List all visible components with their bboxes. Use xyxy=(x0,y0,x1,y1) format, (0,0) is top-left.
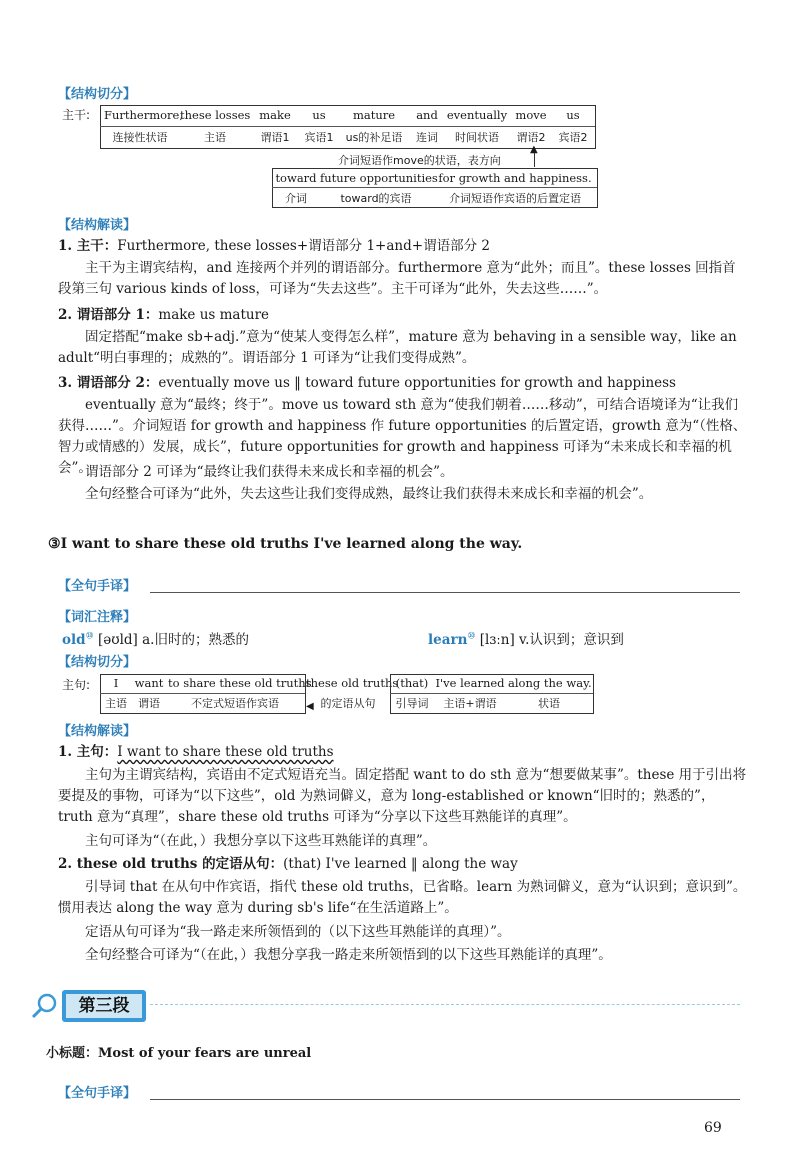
s1-word: and xyxy=(416,108,438,122)
s2-role: 主语 xyxy=(105,697,127,710)
s1-sub-word: toward xyxy=(275,171,317,185)
s2-para-1: 主句为主谓宾结构，宾语由不定式短语充当。固定搭配 want to do sth 意为“想要做某事”。these 用于引出将要提及的事物，可译为“以下这些”，old 为熟词僻义，意为 long-established or known“旧时的；熟悉的”，truth 意为“真理”，share these old truths 可译为“分享以下这些耳熟能详的真理”。 xyxy=(58,767,747,825)
s1-heading-1: 1. 主干：Furthermore, these losses+谓语部分 1+and+谓语部分 2 xyxy=(58,238,490,254)
section-title: 第三段 xyxy=(66,994,142,1018)
translation-line-2[interactable] xyxy=(150,1099,740,1100)
vocab-learn: learn⑩ [lɜːn] v.认识到；意识到 xyxy=(428,631,624,648)
s1-sub-word: for growth and happiness. xyxy=(438,171,592,185)
tag-full-translation-2: 【全句手译】 xyxy=(58,1086,137,1101)
s1-role: 谓语1 xyxy=(260,131,290,144)
tag-structure-split: 【结构切分】 xyxy=(58,87,137,102)
s2-word: (that) xyxy=(395,676,429,690)
s2-role: 不定式短语作宾语 xyxy=(191,697,279,710)
s2-role: 的定语从句 xyxy=(320,697,376,710)
s1-sub-role: toward的宾语 xyxy=(340,192,412,205)
s2-role: 谓语 xyxy=(138,697,160,710)
s1-word: us xyxy=(566,108,580,122)
section-divider xyxy=(150,1004,740,1006)
arrow-up-icon: ▲ xyxy=(530,144,538,155)
s2-heading-1: 1. 主句：I want to share these old truths xyxy=(58,744,334,760)
s2-role: 主语+谓语 xyxy=(443,697,497,710)
s2-word: I xyxy=(113,676,119,690)
s2-word: these old truths xyxy=(306,676,399,690)
s2-heading-2: 2. these old truths 的定语从句：(that) I've learned ‖ along the way xyxy=(58,856,518,872)
tag-full-translation: 【全句手译】 xyxy=(58,579,137,594)
page-number: 69 xyxy=(704,1120,722,1136)
s2-word: along the way. xyxy=(508,676,592,690)
s1-para-4: 谓语部分 2 可译为“最终让我们获得未来成长和幸福的机会”。 xyxy=(85,464,454,480)
s1-role: 连接性状语 xyxy=(112,131,168,144)
s1-word: Furthermore, xyxy=(104,108,184,122)
subtitle: 小标题：Most of your fears are unreal xyxy=(46,1046,312,1061)
s1-word: mature xyxy=(352,108,396,122)
magnifier-icon xyxy=(30,992,60,1020)
arrow-note: 介词短语作move的状语，表方向 xyxy=(338,154,501,167)
s2-para-2: 主句可译为“（在此，）我想分享以下这些耳熟能详的真理”。 xyxy=(85,833,437,849)
s1-word: us xyxy=(312,108,326,122)
s1-word: move xyxy=(515,108,547,122)
s1-sub-role: 介词 xyxy=(285,192,307,205)
s1-word: make xyxy=(259,108,291,122)
s1-role: us的补足语 xyxy=(345,131,403,144)
s1-para-5: 全句经整合可译为“此外，失去这些让我们变得成熟，最终让我们获得未来成长和幸福的机会”。 xyxy=(85,486,653,502)
main-label: 主干: xyxy=(62,108,91,122)
s1-role: 宾语1 xyxy=(304,131,334,144)
s1-role: 时间状语 xyxy=(455,131,499,144)
tag-structure-split-2: 【结构切分】 xyxy=(58,655,137,670)
s1-sub-role: 介词短语作宾语的后置定语 xyxy=(449,192,581,205)
s1-para-3: eventually 意为“最终；终于”。move us toward sth 意为“使我们朝着……移动”，可结合语境译为“让我们获得……”。介词短语 for growth and happiness 作 future opportunities 的后置定语，growth 意为“（性格、智力或情感的）发展，成长”，future opportunities for growth and happiness 可译为“未来成长和幸福的机会”。 xyxy=(58,397,747,476)
s1-word: these losses xyxy=(180,108,251,122)
s2-role: 引导词 xyxy=(395,697,429,710)
arrow-left-icon: ◀ xyxy=(306,701,314,712)
vocab-old: old⑩ [əʊld] a.旧时的；熟悉的 xyxy=(62,631,249,648)
s2-word: to share these old truths xyxy=(168,676,312,690)
main-clause-label: 主句: xyxy=(62,678,91,692)
s1-heading-3: 3. 谓语部分 2：eventually move us ‖ toward future opportunities for growth and happiness xyxy=(58,375,676,391)
s2-word: want xyxy=(134,676,164,690)
s1-para-2: 固定搭配“make sb+adj.”意为“使某人变得怎么样”，mature 意为 behaving in a sensible way，like an adult“明白事理的；成熟的”。谓语部分 1 可译为“让我们变得成熟”。 xyxy=(58,329,737,366)
s1-role: 主语 xyxy=(204,131,226,144)
s2-para-5: 全句经整合可译为“（在此，）我想分享我一路走来所领悟到的以下这些耳熟能详的真理”。 xyxy=(85,947,612,963)
s2-para-3: 引导词 that 在从句中作宾语，指代 these old truths，已省略。learn 为熟词僻义，意为“认识到；意识到”。惯用表达 along the way 意为 during sb's life“在生活道路上”。 xyxy=(58,879,747,916)
tag-structure-explain-2: 【结构解读】 xyxy=(58,724,137,739)
s1-para-1: 主干为主谓宾结构，and 连接两个并列的谓语部分。furthermore 意为“此外；而且”。these losses 回指首段第三句 various kinds of loss，可译为“失去这些”。主干可译为“此外，失去这些……”。 xyxy=(58,260,736,297)
tag-vocab: 【词汇注释】 xyxy=(58,610,137,625)
s2-word: I've learned xyxy=(435,676,505,690)
translation-line[interactable] xyxy=(150,592,740,593)
s1-word: eventually xyxy=(446,108,508,122)
s1-sub-word: future opportunities xyxy=(320,171,438,185)
s2-role: 状语 xyxy=(538,697,560,710)
sentence-3: ③I want to share these old truths I've learned along the way. xyxy=(48,536,523,552)
tag-structure-explain: 【结构解读】 xyxy=(58,218,137,233)
s1-role: 谓语2 xyxy=(516,131,546,144)
s2-para-4: 定语从句可译为“我一路走来所领悟到的（以下这些耳熟能详的真理）”。 xyxy=(85,924,511,940)
s1-role: 连词 xyxy=(416,131,438,144)
s1-role: 宾语2 xyxy=(558,131,588,144)
s1-heading-2: 2. 谓语部分 1：make us mature xyxy=(58,307,270,323)
